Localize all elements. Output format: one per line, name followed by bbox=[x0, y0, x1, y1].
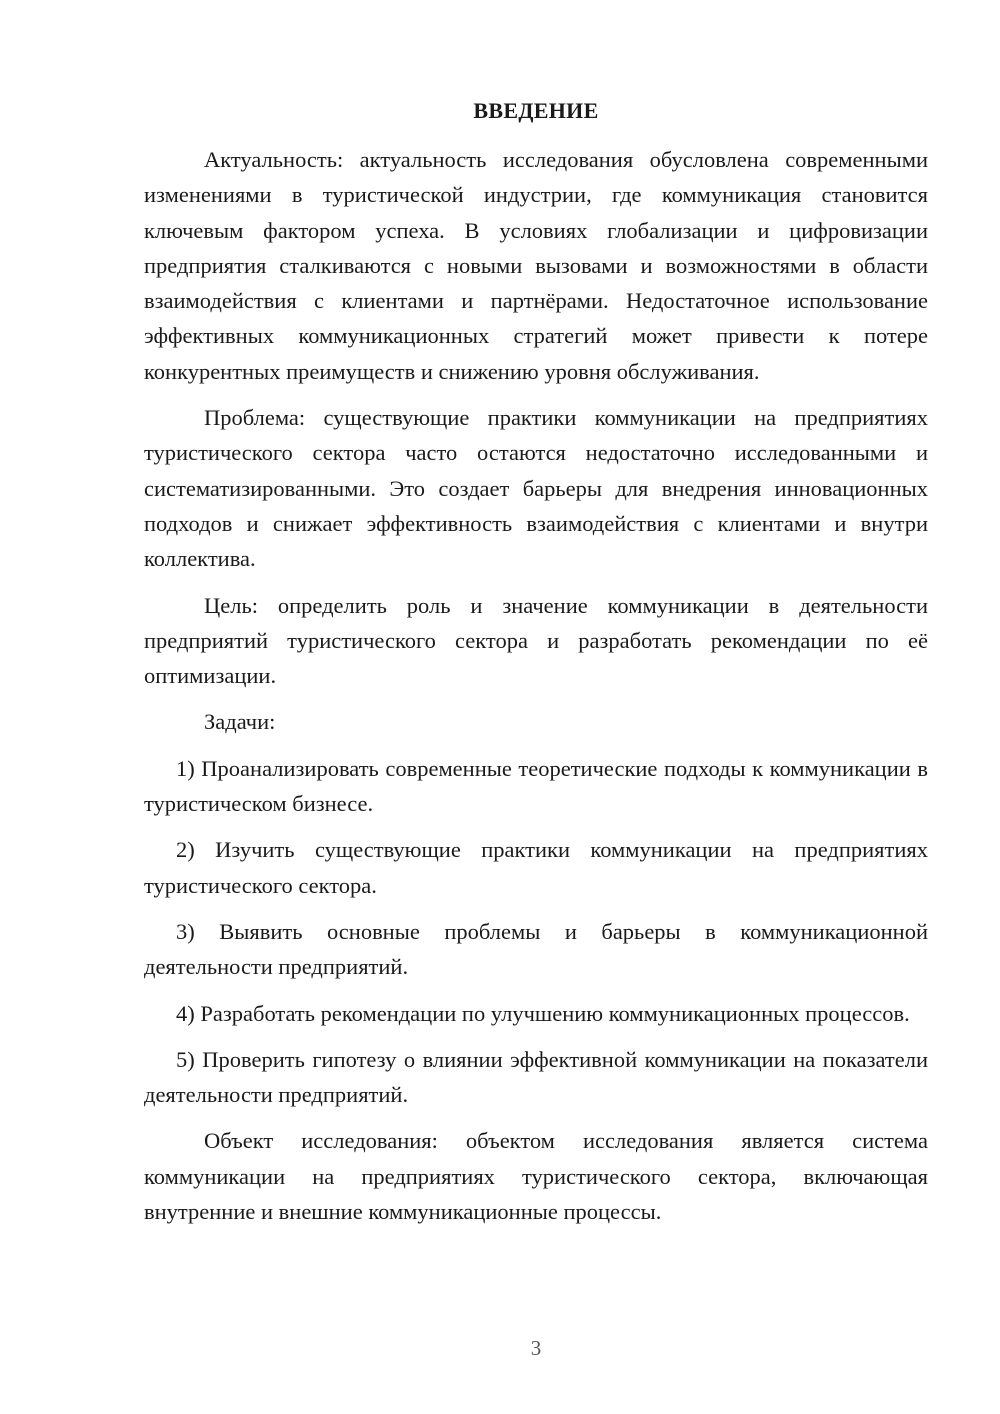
task-item-3: 3) Выявить основные проблемы и барьеры в коммуникационной деятельности предприятий. bbox=[144, 918, 928, 980]
paragraph-relevance: Актуальность: актуальность исследования обусловлена современными изменениями в туристической индустрии, где коммуникация становится ключевым фактором успеха. В условиях глобализации и цифровизации предприятия сталкиваются с новыми вызовами и возможностями в области взаимодействия с клиентами и партнёрами. Недостаточное использование эффективных коммуникационных стратегий может привести к потере конкурентных преимуществ и снижению уровня обслуживания. bbox=[144, 147, 928, 384]
paragraph-problem: Проблема: существующие практики коммуникации на предприятиях туристического сектора часто остаются недостаточно исследованными и систематизированными. Это создает барьеры для внедрения инновационных подходов и снижает эффективность взаимодействия с клиентами и внутри коллектива. bbox=[144, 405, 928, 572]
document-body bbox=[144, 96, 928, 1229]
task-item-5: 5) Проверить гипотезу о влиянии эффективной коммуникации на показатели деятельности предприятий. bbox=[144, 1046, 928, 1108]
task-item-4: 4) Разработать рекомендации по улучшению коммуникационных процессов. bbox=[176, 1000, 910, 1026]
page-number: 3 bbox=[530, 1336, 542, 1360]
paragraph-object: Объект исследования: объектом исследования является система коммуникации на предприятиях туристического сектора, включающая внутренние и внешние коммуникационные процессы. bbox=[144, 1128, 928, 1225]
task-item-2: 2) Изучить существующие практики коммуникации на предприятиях туристического сектора. bbox=[144, 837, 928, 898]
section-title: ВВЕДЕНИЕ bbox=[473, 98, 599, 123]
task-item-1: 1) Проанализировать современные теоретические подходы к коммуникации в туристическом бизнесе. bbox=[144, 755, 928, 817]
paragraph-goal: Цель: определить роль и значение коммуникации в деятельности предприятий туристического сектора и разработать рекомендации по её оптимизации. bbox=[144, 592, 928, 689]
tasks-label: Задачи: bbox=[204, 709, 276, 735]
